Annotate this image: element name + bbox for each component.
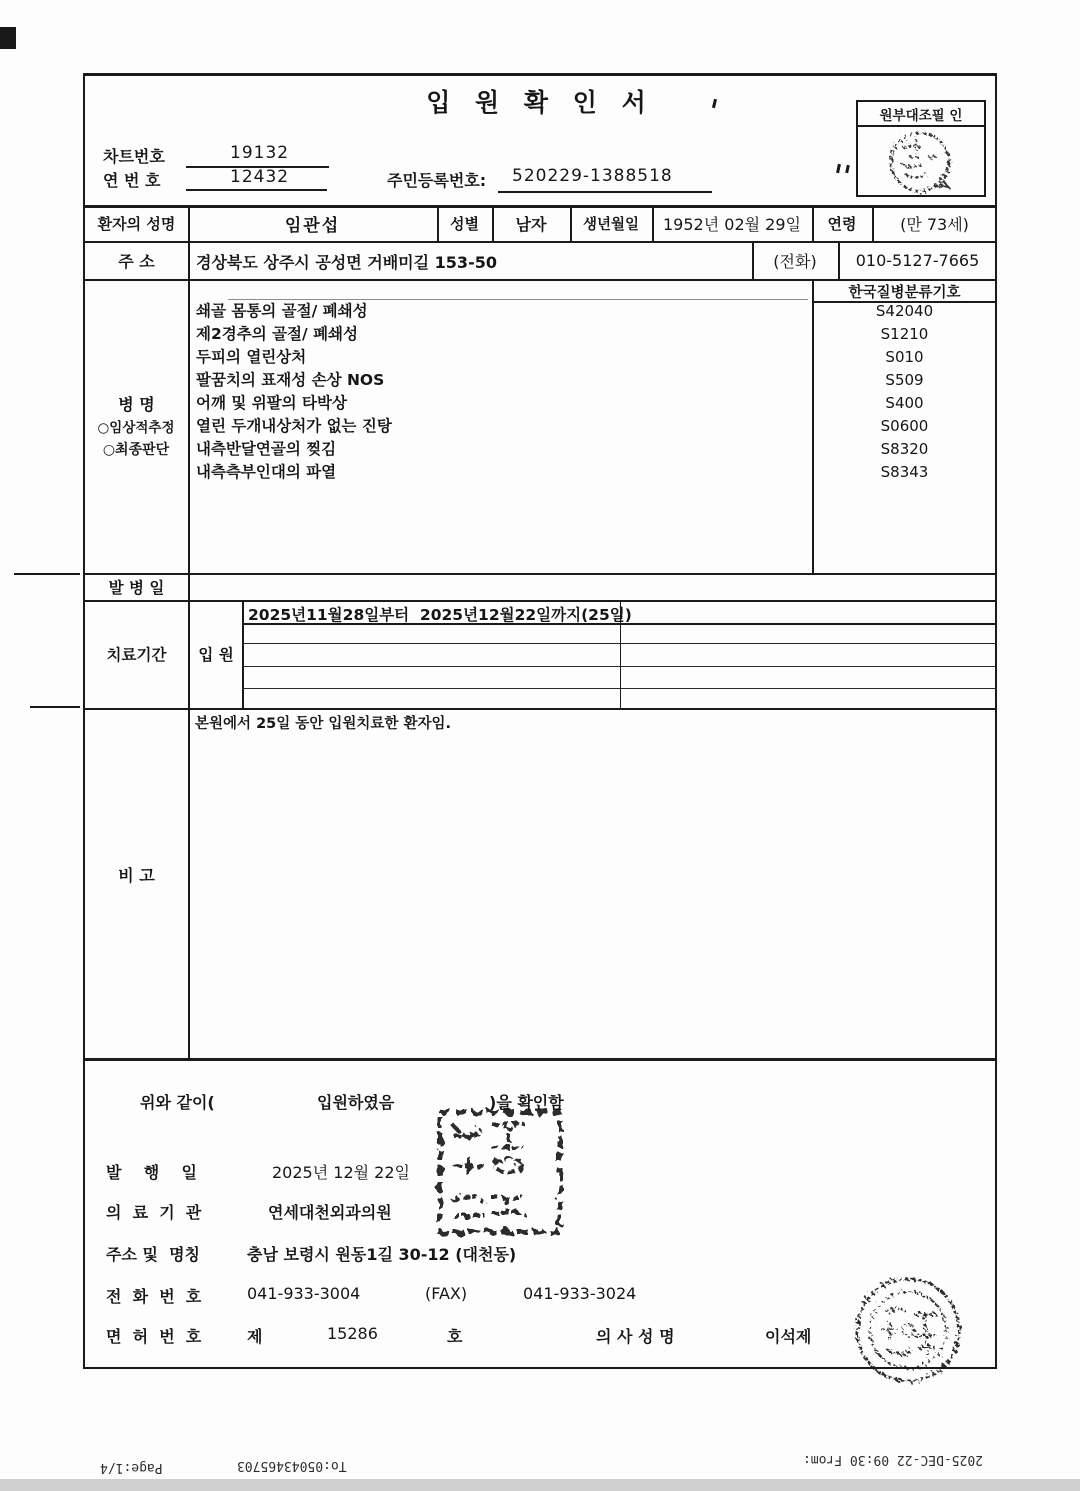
treatment-period-value: 2025년11월28일부터 2025년12월22일까지(25일) xyxy=(248,606,632,624)
final-judgment-label-cell xyxy=(83,439,189,459)
diagnosis-code: S8343 xyxy=(880,463,929,481)
admission-column-line xyxy=(242,600,244,708)
issue-date-value: 2025년 12월 22일 xyxy=(272,1163,410,1182)
diagnosis-name: 제2경추의 골절/ 폐쇄성 xyxy=(196,325,358,343)
fax-footer-from: 2025-DEC-22 09:30 From: xyxy=(803,1452,984,1467)
sex-label-cell xyxy=(437,207,492,239)
confirmation-middle: 입원하였음 xyxy=(317,1093,395,1112)
diagnosis-name: 열린 두개내상처가 없는 진탕 xyxy=(196,417,392,435)
serial-number-label: 연 번 호 xyxy=(103,171,161,190)
clinic-phone-label: 전 화 번 호 xyxy=(106,1287,202,1306)
diagnosis-label: 병 명 xyxy=(118,394,155,414)
sex-value: 남자 xyxy=(515,214,547,234)
clinic-fax-value: 041-933-3024 xyxy=(523,1284,637,1303)
confirmation-suffix: )을 확인함 xyxy=(489,1093,564,1112)
diagnosis-code: S400 xyxy=(885,394,924,412)
diagnosis-code: S8320 xyxy=(880,440,929,458)
age-label-cell xyxy=(812,207,872,239)
diagnosis-code: S1210 xyxy=(880,325,929,343)
kcd-code-header: 한국질병분류기호 xyxy=(848,284,961,301)
clinic-address-label: 주소 및 명칭 xyxy=(106,1245,200,1264)
birth-value: 1952년 02월 29일 xyxy=(663,214,801,234)
diagnosis-name-list xyxy=(196,300,796,484)
row-line xyxy=(83,708,997,710)
diagnosis-name: 내측측부인대의 파열 xyxy=(196,463,337,481)
clinic-phone-value: 041-933-3004 xyxy=(247,1284,361,1303)
verification-stamp-icon xyxy=(858,127,984,197)
phone-cell xyxy=(838,243,997,277)
serial-number-value: 12432 xyxy=(230,167,290,187)
address-label: 주 소 xyxy=(118,251,155,271)
treatment-note: 본원에서 25일 동안 입원치료한 환자임. xyxy=(195,716,451,732)
license-prefix: 제 xyxy=(247,1327,263,1346)
diagnosis-code: S0600 xyxy=(880,417,929,435)
rrn-label: 주민등록번호: xyxy=(387,171,487,190)
fax-footer-page: Page:1/4 xyxy=(100,1460,163,1475)
age-value: (만 73세) xyxy=(900,214,969,234)
patient-name-label-cell xyxy=(85,207,188,239)
scan-artifact xyxy=(30,706,80,708)
fax-footer-to: To:05043465703 xyxy=(237,1458,347,1473)
form-title-text: 입 원 확 인 서 xyxy=(426,88,654,117)
treatment-label: 치료기간 xyxy=(106,646,167,664)
patient-name-label: 환자의 성명 xyxy=(97,214,176,233)
birth-cell xyxy=(652,207,812,239)
diagnosis-name: 두피의 열린상처 xyxy=(196,348,307,366)
phone-label-cell xyxy=(752,243,838,277)
final-judgment-label: ○최종판단 xyxy=(102,442,170,458)
remarks-label-cell xyxy=(85,862,188,886)
diagnosis-name: 어깨 및 위팔의 타박상 xyxy=(196,394,347,412)
doctor-round-seal xyxy=(848,1270,968,1390)
verification-stamp-label: 원부대조필 인 xyxy=(858,102,984,127)
license-number: 15286 xyxy=(327,1324,378,1343)
admission-label: 입 원 xyxy=(198,646,234,664)
clinical-estimate-label-cell xyxy=(83,416,189,436)
age-label: 연령 xyxy=(827,214,857,233)
rrn-value: 520229-1388518 xyxy=(512,166,673,186)
admission-label-cell xyxy=(190,600,242,708)
onset-label-cell xyxy=(85,575,188,599)
doctor-name-label: 의 사 성 명 xyxy=(596,1327,675,1346)
chart-number-label: 차트번호 xyxy=(103,147,165,166)
diagnosis-code: S509 xyxy=(885,371,924,389)
license-suffix: 호 xyxy=(447,1327,463,1346)
onset-label: 발 병 일 xyxy=(108,579,165,597)
institution-label: 의 료 기 관 xyxy=(106,1203,202,1222)
diagnosis-name: 내측반달연골의 찢김 xyxy=(196,440,337,458)
age-cell xyxy=(872,207,997,239)
row-line xyxy=(83,573,997,575)
remarks-label: 비 고 xyxy=(118,865,155,885)
confirmation-prefix: 위와 같이( xyxy=(140,1093,215,1112)
phone-label: (전화) xyxy=(773,251,817,271)
treatment-row-line xyxy=(242,688,997,689)
institution-value: 연세대천외과의원 xyxy=(268,1203,392,1222)
address-value: 경상북도 상주시 공성면 거배미길 153-50 xyxy=(196,253,497,272)
chart-number-value: 19132 xyxy=(230,143,290,163)
clinic-square-seal xyxy=(428,1102,573,1242)
diagnosis-name: 팔꿈치의 표재성 손상 NOS xyxy=(196,371,385,389)
patient-name-cell xyxy=(188,207,437,239)
diagnosis-name: 쇄골 몸통의 골절/ 폐쇄성 xyxy=(196,302,368,320)
phone-value: 010-5127-7665 xyxy=(855,250,980,270)
license-label: 면 허 번 호 xyxy=(106,1327,202,1346)
clinical-estimate-label: ○임상적추정 xyxy=(97,420,175,436)
scan-artifact xyxy=(0,27,16,49)
diagnosis-label-cell xyxy=(85,392,188,414)
serial-number-underline xyxy=(186,189,327,191)
treatment-row-line xyxy=(242,666,997,667)
diagnosis-code: S42040 xyxy=(875,302,934,320)
row-line xyxy=(83,1058,997,1061)
sex-cell xyxy=(492,207,570,239)
treatment-row-line xyxy=(242,643,997,644)
birth-label-cell xyxy=(570,207,652,239)
sex-label: 성별 xyxy=(450,214,479,233)
scanner-edge-strip xyxy=(0,1479,1080,1491)
verification-stamp-box xyxy=(856,100,986,197)
birth-label: 생년월일 xyxy=(582,216,640,233)
clinic-address-value: 충남 보령시 원동1길 30-12 (대천동) xyxy=(247,1245,517,1264)
clinic-fax-label: (FAX) xyxy=(425,1284,468,1303)
doctor-name-value: 이석제 xyxy=(765,1327,812,1346)
rrn-underline xyxy=(498,191,712,193)
kcd-code-header-cell xyxy=(812,281,997,301)
patient-name: 임관섭 xyxy=(284,215,341,236)
issue-date-label: 발 행 일 xyxy=(106,1163,197,1182)
diagnosis-code-list xyxy=(812,300,997,484)
treatment-label-cell xyxy=(85,600,188,708)
address-label-cell xyxy=(85,243,188,277)
scan-artifact xyxy=(14,573,80,575)
diagnosis-code: S010 xyxy=(885,348,924,366)
